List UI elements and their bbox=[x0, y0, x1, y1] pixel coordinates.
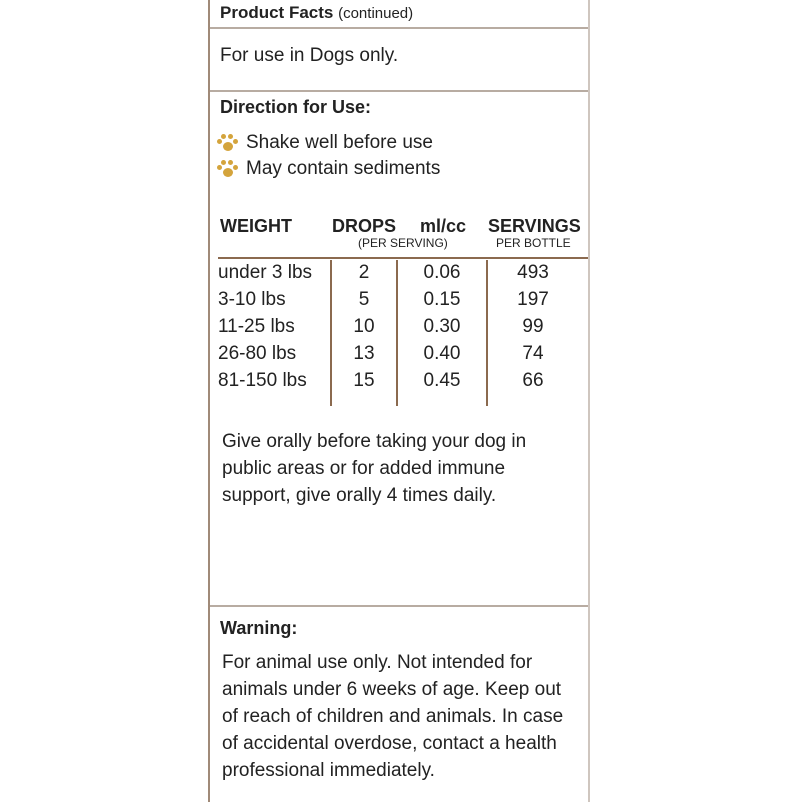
warning-heading: Warning: bbox=[220, 618, 298, 638]
cell-ml: 0.30 bbox=[423, 316, 461, 337]
instructions-paragraph bbox=[222, 428, 582, 509]
instructions-line: Give orally before taking your dog in bbox=[222, 431, 527, 452]
cell-ml: 0.45 bbox=[423, 370, 461, 391]
bullet-text: Shake well before use bbox=[246, 132, 433, 153]
cell-drops: 15 bbox=[353, 370, 375, 391]
usage-note: For use in Dogs only. bbox=[220, 45, 399, 66]
bullet-text: May contain sediments bbox=[246, 158, 441, 179]
cell-drops: 13 bbox=[353, 343, 375, 364]
divider bbox=[210, 90, 588, 92]
warning-paragraph bbox=[222, 649, 582, 784]
cell-weight: 26-80 lbs bbox=[218, 343, 297, 364]
col-drops: DROPS bbox=[332, 216, 397, 236]
cell-drops: 2 bbox=[358, 262, 370, 283]
title-subtitle: (continued) bbox=[338, 5, 414, 22]
divider bbox=[210, 27, 588, 29]
cell-ml: 0.06 bbox=[423, 262, 461, 283]
warning-line: For animal use only. Not intended for bbox=[222, 652, 533, 673]
col-weight: WEIGHT bbox=[220, 216, 292, 236]
cell-weight: under 3 lbs bbox=[218, 262, 313, 283]
paw-icon bbox=[216, 160, 238, 178]
direction-bullet bbox=[216, 132, 433, 154]
per-bottle-label: PER BOTTLE bbox=[496, 236, 571, 250]
cell-weight: 3-10 lbs bbox=[218, 289, 286, 310]
cell-weight: 81-150 lbs bbox=[218, 370, 307, 391]
instructions-line: public areas or for added immune bbox=[222, 458, 506, 479]
warning-line: animals under 6 weeks of age. Keep out bbox=[222, 679, 562, 700]
cell-servings: 66 bbox=[522, 370, 544, 391]
warning-line: of accidental overdose, contact a health bbox=[222, 733, 557, 754]
cell-servings: 493 bbox=[517, 262, 549, 283]
paw-icon bbox=[216, 134, 238, 152]
cell-servings: 99 bbox=[522, 316, 544, 337]
cell-ml: 0.15 bbox=[423, 289, 461, 310]
panel-title bbox=[220, 3, 413, 23]
table-header-rule bbox=[218, 257, 588, 259]
cell-servings: 74 bbox=[522, 343, 544, 364]
product-facts-panel bbox=[208, 0, 590, 802]
warning-line: professional immediately. bbox=[222, 760, 435, 781]
warning-line: of reach of children and animals. In case bbox=[222, 706, 564, 727]
cell-drops: 5 bbox=[358, 289, 370, 310]
cell-weight: 11-25 lbs bbox=[218, 316, 295, 337]
divider bbox=[210, 605, 588, 607]
instructions-line: support, give orally 4 times daily. bbox=[222, 485, 497, 506]
col-ml: ml/cc bbox=[420, 216, 467, 236]
per-serving-label: (PER SERVING) bbox=[358, 236, 448, 250]
col-servings: SERVINGS bbox=[488, 216, 581, 236]
direction-bullet bbox=[216, 158, 440, 180]
cell-ml: 0.40 bbox=[423, 343, 461, 364]
cell-servings: 197 bbox=[517, 289, 549, 310]
cell-drops: 10 bbox=[353, 316, 375, 337]
directions-heading: Direction for Use: bbox=[220, 97, 372, 117]
title-text: Product Facts bbox=[220, 3, 334, 22]
